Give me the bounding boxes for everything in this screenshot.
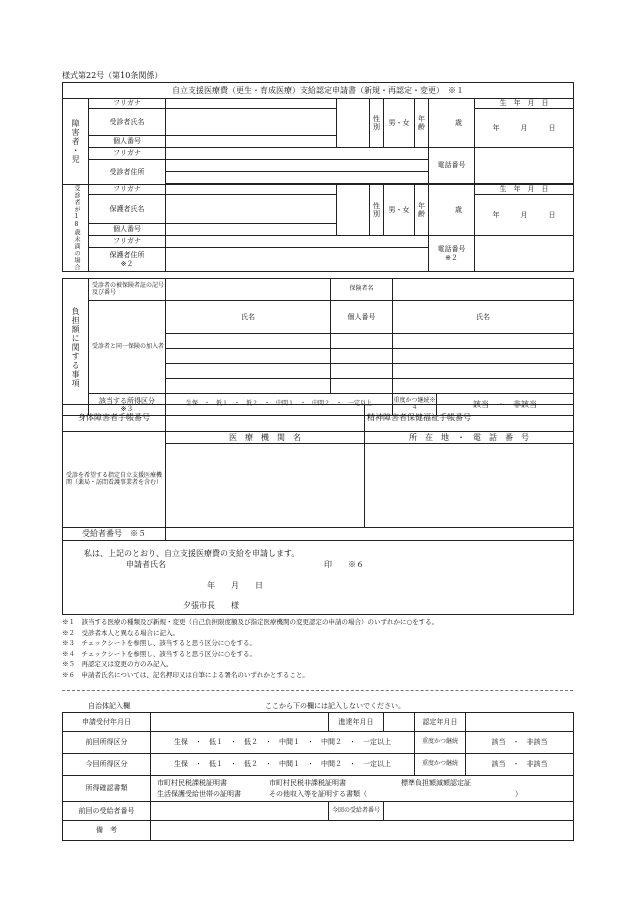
severe-options[interactable]: 該当 ・ 非該当 — [437, 394, 574, 416]
birth-header: 生 年 月 日 — [475, 185, 574, 195]
severe-label: 重度かつ継続 — [415, 754, 466, 776]
age-label: 年齢 — [415, 185, 429, 236]
insurer-name-field[interactable] — [393, 279, 574, 301]
sent-field[interactable] — [384, 713, 415, 732]
same-insurance-label: 受診者と同一保険の加入者 — [89, 301, 166, 394]
furigana-label: フリガナ — [89, 99, 166, 109]
section-burden: 負担額に関する事項 — [63, 279, 89, 416]
individual-no-label: 個人番号 — [89, 136, 166, 148]
address-phone-header: 所 在 地 ・ 電 話 番 号 — [365, 432, 574, 444]
age-unit[interactable]: 歳 — [429, 185, 475, 236]
cur-no-label: 今回の受給者番号 — [329, 802, 384, 821]
note-5: ※５ 再認定又は変更の方のみ記入。 — [62, 660, 173, 669]
col-name: 氏名 — [166, 301, 331, 334]
patient-address-field[interactable] — [166, 160, 429, 172]
furigana-address-field[interactable] — [166, 148, 429, 160]
guardian-furigana-address-field[interactable] — [166, 236, 429, 248]
guardian-individual-no-field[interactable] — [166, 224, 337, 236]
col-individual-no: 個人番号 — [331, 301, 393, 334]
cur-income-options[interactable]: 生保 ・ 低１ ・ 低２ ・ 中間１ ・ 中間２ ・ 一定以上 — [151, 754, 415, 776]
guardian-address-field[interactable] — [166, 248, 429, 272]
member-cell[interactable] — [393, 349, 574, 364]
note-2: ※２ 受診者本人と異なる場合に記入。 — [62, 628, 179, 637]
approved-label: 認定年月日 — [415, 713, 466, 732]
prev-no-label: 前回の受給者番号 — [63, 802, 151, 821]
note-4: ※４ チェックシートを参照し、該当すると思う区分に○をする。 — [62, 649, 256, 658]
applicant-label: 申請者氏名 — [126, 560, 166, 569]
burden-table — [62, 278, 574, 416]
guardian-name-label: 保護者氏名 — [89, 195, 166, 224]
prev-income-label: 前回所得区分 — [63, 732, 151, 754]
birth-date[interactable]: 年 月 日 — [475, 109, 574, 148]
birth-date[interactable]: 年 月 日 — [475, 195, 574, 236]
severe-label: 重度かつ継続 — [415, 732, 466, 754]
gender-options[interactable]: 男・女 — [384, 185, 415, 236]
furigana-label: フリガナ — [89, 236, 166, 248]
gender-options[interactable]: 男・女 — [384, 99, 415, 148]
received-field[interactable] — [151, 713, 329, 732]
cur-income-label: 今回所得区分 — [63, 754, 151, 776]
member-cell[interactable] — [393, 379, 574, 394]
spacer[interactable] — [337, 99, 370, 148]
phone-field[interactable] — [475, 236, 574, 272]
member-cell[interactable] — [166, 334, 331, 349]
section-patient: 障害者・児 — [63, 99, 89, 185]
notes — [62, 617, 438, 681]
office-heading: 自治体記入欄 — [88, 702, 130, 710]
disability-cert-label: 身体障害者手帳番号 — [63, 405, 166, 432]
furigana-field[interactable] — [166, 99, 337, 109]
furigana-label: フリガナ — [89, 185, 166, 195]
hospital-name-field[interactable] — [166, 444, 365, 528]
hospital-name-header: 医 療 機 関 名 — [166, 432, 365, 444]
severe-label: 重度かつ継続※４ — [393, 394, 437, 416]
insurance-symbol-label: 受診者の被保険者証の記号及び番号 — [89, 279, 166, 301]
mayor-label: 夕張市長 様 — [183, 601, 239, 610]
patient-address-field-2[interactable] — [166, 172, 429, 184]
note-6: ※６ 申請者氏名については、記名押印又は自筆による署名のいずれかとすること。 — [62, 670, 309, 679]
form-title: 自立支援医療費（更生・育成医療）支給認定申請書（新規・再認定・変更） ※１ — [63, 83, 574, 99]
birth-header: 生 年 月 日 — [475, 99, 574, 109]
income-docs-label: 所得確認書類 — [63, 776, 151, 802]
office-table — [62, 712, 574, 841]
individual-no-field[interactable] — [166, 136, 337, 148]
col-name: 氏名 — [393, 301, 574, 334]
declaration-text: 私は、上記のとおり、自立支援医療費の支給を申請します。 — [84, 549, 300, 558]
mental-cert-label: 精神障害者保健福祉手帳番号 — [365, 405, 574, 432]
remarks-label: 備 考 — [63, 821, 151, 841]
age-label: 年齢 — [415, 99, 429, 148]
section-guardian: 受診者が18歳未満の場合 — [63, 185, 89, 272]
guardian-name-field[interactable] — [166, 195, 337, 224]
cert-table — [62, 404, 574, 615]
prev-income-options[interactable]: 生保 ・ 低１ ・ 低２ ・ 中間１ ・ 中間２ ・ 一定以上 — [151, 732, 415, 754]
insurer-name-label: 保険者名 — [331, 279, 393, 301]
spacer[interactable] — [337, 185, 370, 236]
application-date: 年 月 日 — [207, 581, 263, 590]
member-cell[interactable] — [331, 379, 393, 394]
seal-label: 印 ※６ — [324, 560, 364, 569]
income-docs-options[interactable]: 市町村民税課税証明書 市町村民税非課税証明書 標準負担額減額認定証 生活保護受給世帯の証明書 その他収入等を証明する書類（ ） — [151, 776, 574, 802]
patient-address-label: 受診者住所 — [89, 160, 166, 185]
patient-name-field[interactable] — [166, 109, 337, 136]
member-cell[interactable] — [166, 364, 331, 379]
recipient-no-label: 受給者番号 ※５ — [63, 528, 166, 541]
address-phone-field[interactable] — [365, 444, 574, 528]
note-1: ※１ 該当する医療の種類及び新規・変更（自己負担限度額及び指定医療機関の変更認定の申請の場合）のいずれかに○をする。 — [62, 618, 439, 626]
insurance-symbol-field[interactable] — [166, 279, 331, 301]
prev-no-field[interactable] — [151, 802, 329, 821]
recipient-no-field[interactable] — [166, 528, 574, 541]
member-cell[interactable] — [393, 334, 574, 349]
designated-label: 受診を希望する指定自立支援医療機関（薬局・訪問看護事業者を含む） — [63, 432, 166, 528]
note-3: ※３ チェックシートを参照し、該当すると思う区分に○をする。 — [62, 639, 256, 648]
received-label: 申請受付年月日 — [63, 713, 151, 732]
approved-field[interactable] — [466, 713, 574, 732]
member-cell[interactable] — [331, 349, 393, 364]
member-cell[interactable] — [166, 379, 331, 394]
member-cell[interactable] — [393, 364, 574, 379]
cur-no-field[interactable] — [384, 802, 574, 821]
phone-label: 電話番号 ※２ — [429, 236, 475, 272]
patient-name-label: 受診者氏名 — [89, 109, 166, 136]
sent-label: 進達年月日 — [329, 713, 384, 732]
member-cell[interactable] — [331, 334, 393, 349]
disability-cert-field[interactable] — [166, 405, 365, 432]
cut-line — [62, 690, 573, 691]
remarks-field[interactable] — [151, 821, 574, 841]
furigana-label: フリガナ — [89, 148, 166, 160]
phone-label: 電話番号 — [429, 148, 475, 184]
individual-no-label: 個人番号 — [89, 224, 166, 236]
member-cell[interactable] — [166, 349, 331, 364]
income-class-options[interactable]: 生保 ・ 低１ ・ 低２ ・ 中間１ ・ 中間２ ・ 一定以上 — [166, 394, 393, 416]
income-class-label: 該当する所得区分 ※３ — [89, 394, 166, 416]
member-cell[interactable] — [331, 364, 393, 379]
cur-severe-options[interactable]: 該当 ・ 非該当 — [466, 754, 574, 776]
office-notice: ここから下の欄には記入しないでください。 — [265, 702, 405, 710]
guardian-furigana-field[interactable] — [166, 185, 337, 195]
prev-severe-options[interactable]: 該当 ・ 非該当 — [466, 732, 574, 754]
age-unit[interactable]: 歳 — [429, 99, 475, 148]
guardian-address-label: 保護者住所 ※２ — [89, 248, 166, 272]
application-form — [62, 82, 574, 272]
gender-label: 性別 — [370, 185, 384, 236]
phone-field[interactable] — [475, 148, 574, 184]
gender-label: 性別 — [370, 99, 384, 148]
form-number: 様式第22号（第10条関係） — [62, 71, 163, 80]
